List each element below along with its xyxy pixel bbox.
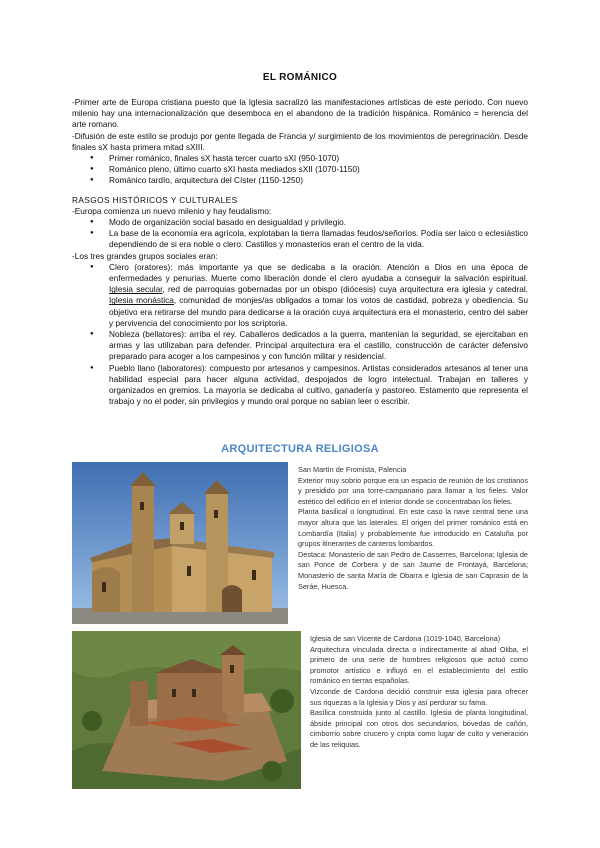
- caption-cardona: [310, 634, 528, 751]
- list-item: ● Románico tardío, arquitectura del Císter (1150-1250): [72, 175, 528, 186]
- periods-list: [72, 153, 528, 187]
- caption-fromista: [298, 465, 528, 592]
- clero-text-b: , red de parroquias gobernadas por un obispo (diócesis) cuya arquitectura era iglesia y catedral.: [162, 284, 528, 295]
- caption-fromista-title: San Martín de Fromista, Palencia: [298, 465, 407, 474]
- section-heading-arquitectura: ARQUITECTURA RELIGIOSA: [221, 443, 379, 455]
- list-item: ● La base de la economía era agrícola, explotaban la tierra llamadas feudos/señoríos. Podía ser laico o eclesiástico dependiendo de si era noble o clero. Castillos y monasterios eran el centro de la vida.: [72, 228, 528, 250]
- clero-text-a: Clero (oratores): más importante ya que se dedicaba a la oración. Atención a Dios en una época de enfermedades y penurias. Muerte como liberación donde el clero ayudaba a conseguir la salvación espiritual.: [109, 261, 528, 284]
- europa-intro: -Europa comienza un nuevo milenio y hay feudalismo:: [72, 205, 272, 216]
- list-item-pueblo: ● Pueblo llano (laboratores): compuesto por artesanos y campesinos. Artistas considerados artesanos al tener una habilidad especial para hacer alguna actividad, despojados de logro intelectual. Trabajan en talleres y organizados en gremios. La mayoría se dedicaba al cultivo, ganadería y pastoreo. Estamento que representa el trabajo y no el poder, sin privilegios y mundo oral porque no sabían leer o escribir.: [72, 363, 528, 408]
- caption-cardona-p1: Arquitectura vinculada directa o indirectamente al abad Oliba, el primero de una serie de hombres religiosos que actuó como promotor artístico e influyó en el establecimiento del estilo románico en tierras españolas.: [310, 644, 528, 686]
- list-item-nobleza: ● Nobleza (bellatores): arriba el rey. Caballeros dedicados a la guerra, mantenían la seguridad, se ejercitaban en armas y las utilizaban para defender. Principal arquitectura era el castillo, construcción de carácter defensivo preparado para acoger a los campesinos y con función militar y residencial.: [72, 329, 528, 363]
- iglesia-monastica-term: Iglesia monástica: [109, 295, 174, 306]
- section-heading-rasgos: RASGOS HISTÓRICOS Y CULTURALES: [72, 194, 238, 205]
- list-item: ● Primer románico, finales sX hasta tercer cuarto sXI (950-1070): [72, 153, 528, 164]
- cardona-church-photo: [72, 631, 301, 789]
- caption-cardona-p2: Vizconde de Cardona decidió construir esta iglesia para ofrecer sus riquezas a la Iglesia y Dios y así perdurar su fama.: [310, 686, 528, 707]
- caption-cardona-p3: Basílica construida junto al castillo. Iglesia de planta longitudinal, ábside principal con otros dos secundarios, bóvedas de cañón, cimborrio sobre crucero y cripta como lugar de culto y veneración de las reliquias.: [310, 708, 528, 749]
- caption-cardona-title: Iglesia de san Vicente de Cardona (1019-1040, Barcelona): [310, 634, 501, 643]
- intro-paragraph-2: -Difusión de este estilo se produjo por gente llegada de Francia y/ surgimiento de los movimientos de peregrinación. Desde finales sX hasta primera mitad sXIII.: [72, 130, 528, 152]
- cardona-church-image: [72, 631, 301, 789]
- intro-section: [72, 97, 528, 407]
- caption-fromista-p2: Planta basilical o longitudinal. En este caso la nave central tiene una mayor altura que las laterales. El origen del primer románico está en Lombardía (Italia) y probablemente fue introducido en Cataluña por grupos itinerantes de canteros lombardos.: [298, 507, 528, 549]
- iglesia-secular-term: Iglesia secular: [109, 284, 163, 295]
- intro-paragraph-1: -Primer arte de Europa cristiana puesto que la Iglesia sacralizó las manifestaciones artísticas de este periodo. Con nuevo milenio hay una internacionalización que desemboca en el abandono de la tradición hispánica. Románico = herencia del arte romano.: [72, 97, 528, 130]
- list-item-clero: [72, 262, 528, 329]
- groups-intro: -Los tres grandes grupos sociales eran:: [72, 250, 218, 261]
- clero-text-c: , comunidad de monjes/as obligados a tomar los votos de castidad, pobreza y obediencia. Su objetivo era retirarse del mundo para dedicarse a la oración cuya arquitectura era el monasterio, centro del saber y pervivencia del conocimiento por los scriptoria.: [109, 295, 528, 328]
- list-item: ● Románico pleno, último cuarto sXI hasta mediados sXII (1070-1150): [72, 164, 528, 175]
- fromista-church-image: [72, 462, 288, 624]
- caption-fromista-p1: Exterior muy sobrio porque era un espacio de reunión de los cristianos y presidido por una torre-campanario para llamar a los fieles. Valor estético del edificio en el interior donde se concentraban los fieles.: [298, 475, 528, 506]
- social-groups-list: [72, 262, 528, 408]
- page-title: EL ROMÁNICO: [262, 72, 338, 83]
- fromista-church-photo: [72, 462, 288, 624]
- caption-fromista-p3: Destaca: Monasterio de san Pedro de Casserres, Barcelona; Iglesia de san Ponce de Corbera y de san Jaume de Frontayá, Barcelona; Monasterio de santa María de Obarra e Iglesia de san Caprasio de la Seráe, Huesca.: [298, 549, 528, 591]
- feudalism-list: [72, 217, 528, 251]
- list-item: ● Modo de organización social basado en desigualdad y privilegio.: [72, 217, 528, 228]
